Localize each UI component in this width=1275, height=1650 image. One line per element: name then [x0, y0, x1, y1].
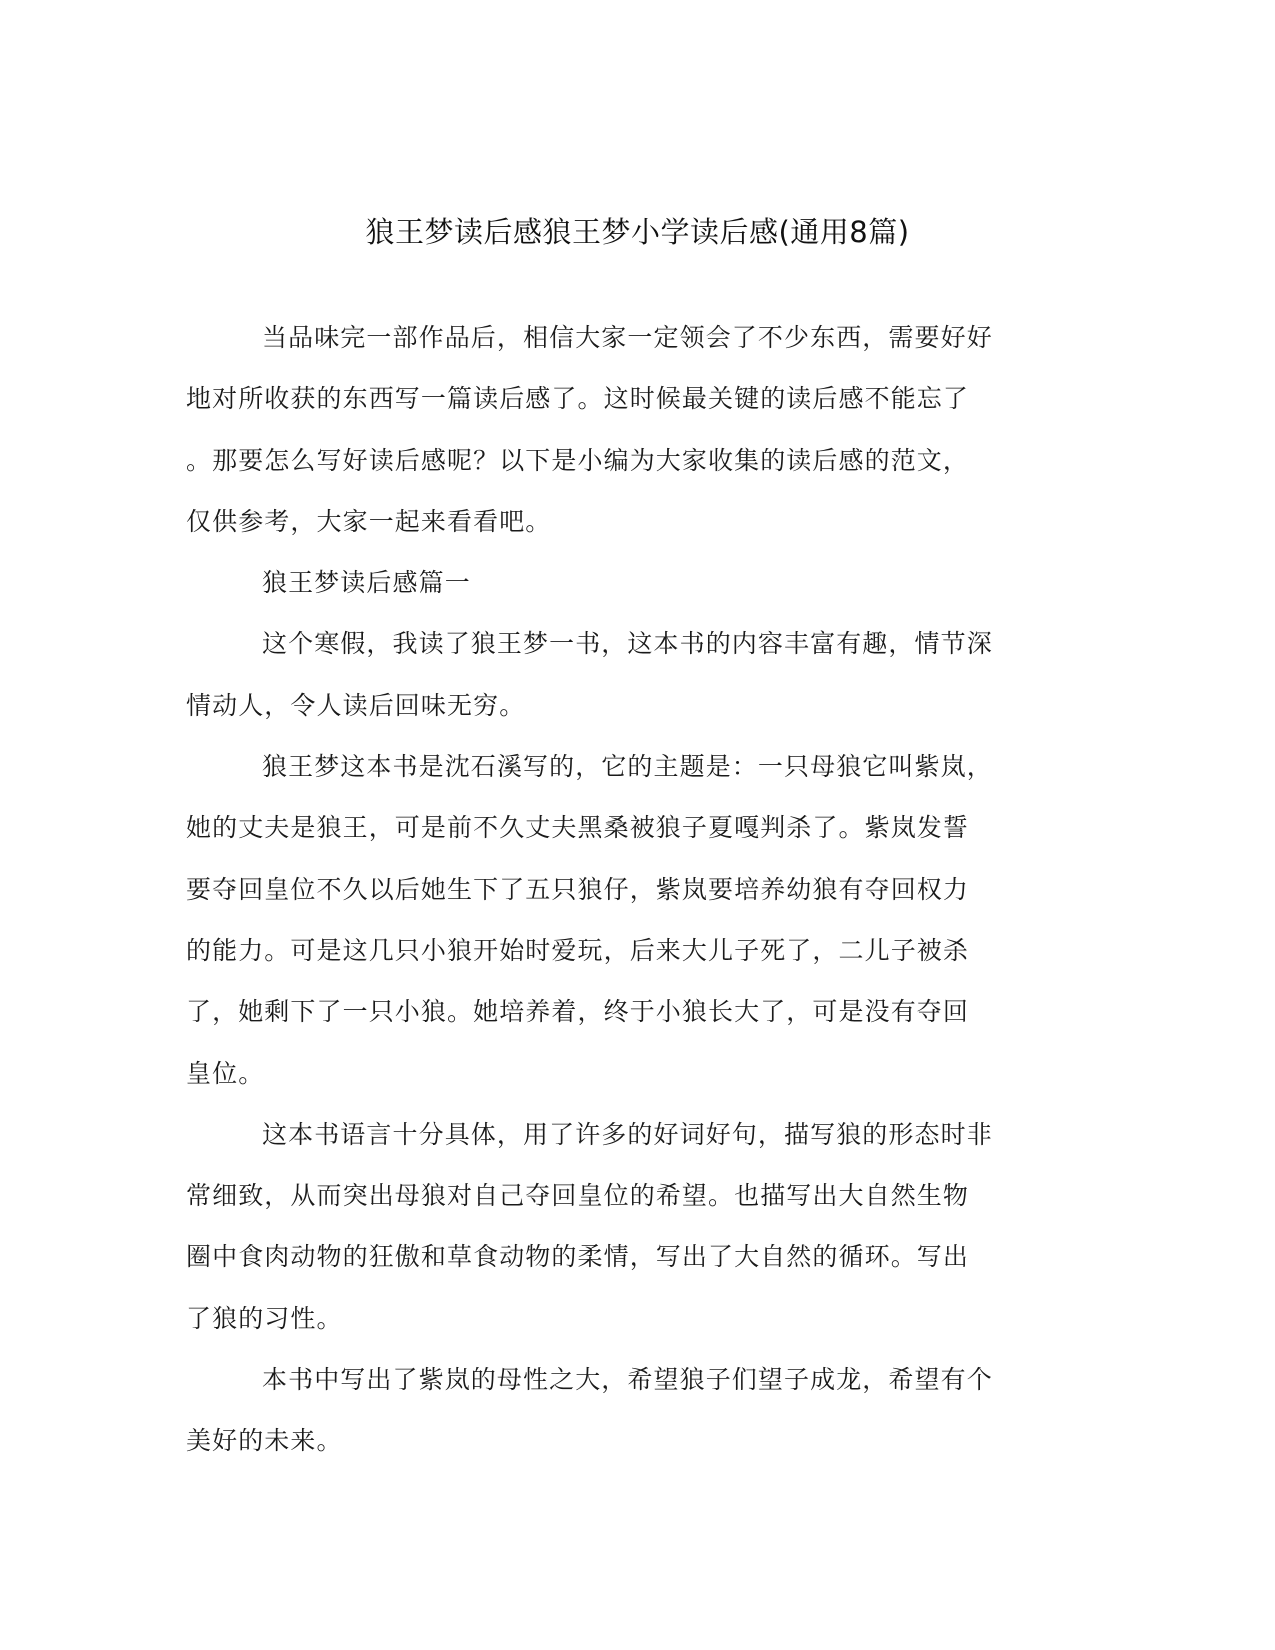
paragraph-line: 圈中食肉动物的狂傲和草食动物的柔情，写出了大自然的循环。写出: [186, 1242, 970, 1272]
paragraph-line: 。那要怎么写好读后感呢？以下是小编为大家收集的读后感的范文，: [186, 445, 970, 475]
paragraph-line: 美好的未来。: [186, 1426, 343, 1456]
document-body: [186, 307, 1066, 1472]
paragraph-line: 这本书语言十分具体，用了许多的好词好句，描写狼的形态时非: [262, 1119, 993, 1149]
document-title: 狼王梦读后感狼王梦小学读后感(通用8篇): [365, 215, 910, 249]
paragraph-line: 常细致，从而突出母狼对自己夺回皇位的希望。也描写出大自然生物: [186, 1181, 970, 1211]
paragraph-line: 这个寒假，我读了狼王梦一书，这本书的内容丰富有趣，情节深: [262, 629, 993, 659]
paragraph-line: 的能力。可是这几只小狼开始时爱玩，后来大儿子死了，二儿子被杀: [186, 935, 970, 965]
paragraph-line: 皇位。: [186, 1058, 265, 1088]
paragraph-line: 当品味完一部作品后，相信大家一定领会了不少东西，需要好好: [262, 323, 993, 352]
paragraph-line: 仅供参考，大家一起来看看吧。: [186, 506, 552, 536]
paragraph-line: 了狼的习性。: [186, 1303, 343, 1333]
paragraph-line: 本书中写出了紫岚的母性之大，希望狼子们望子成龙，希望有个: [262, 1365, 993, 1395]
paragraph-line: 她的丈夫是狼王，可是前不久丈夫黑桑被狼子夏嘎判杀了。紫岚发誓: [186, 813, 970, 843]
paragraph-line: 了，她剩下了一只小狼。她培养着，终于小狼长大了，可是没有夺回: [186, 997, 970, 1027]
paragraph-line: 情动人，令人读后回味无穷。: [186, 690, 526, 720]
paragraph-line: 狼王梦这本书是沈石溪写的，它的主题是：一只母狼它叫紫岚，: [262, 752, 993, 782]
section-heading: 狼王梦读后感篇一: [262, 568, 471, 598]
paragraph-line: 地对所收获的东西写一篇读后感了。这时候最关键的读后感不能忘了: [186, 384, 970, 414]
paragraph-line: 要夺回皇位不久以后她生下了五只狼仔，紫岚要培养幼狼有夺回权力: [186, 874, 970, 904]
